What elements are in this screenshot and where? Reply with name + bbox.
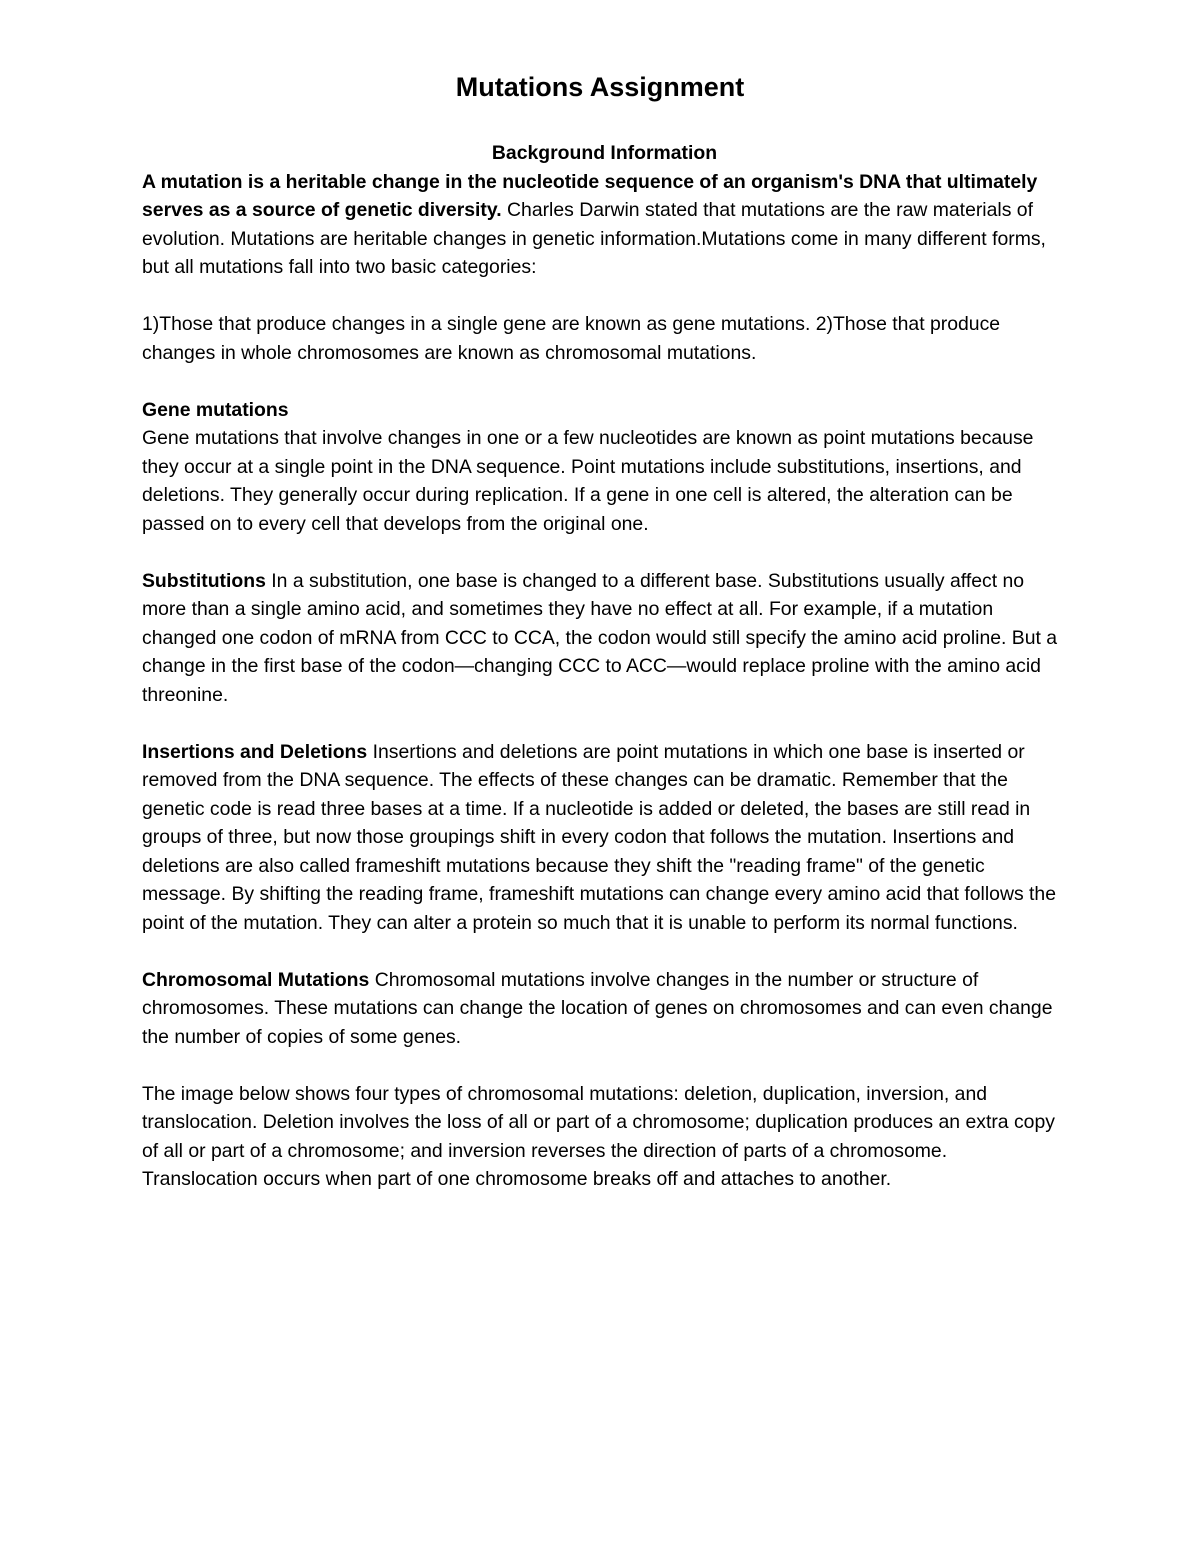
substitutions-text: In a substitution, one base is changed to a different base. Substitutions usually affect no more than a single amino acid, and sometimes they have no effect at all. For example, if a mutation changed one codon of mRNA from CCC to CCA, the codon would still specify the amino acid proline. But a change in the first base of the codon—changing CCC to ACC—would replace proline with the amino acid threonine. — [142, 569, 1058, 706]
chromosomal-mutations-paragraph — [142, 966, 1067, 1052]
categories-paragraph: 1)Those that produce changes in a single gene are known as gene mutations. 2)Those that produce changes in whole chromosomes are known as chromosomal mutations. — [142, 313, 1001, 364]
insertions-deletions-heading: Insertions and Deletions — [142, 740, 368, 763]
insertions-deletions-paragraph — [142, 738, 1067, 938]
background-heading: Background Information — [491, 142, 718, 164]
chromosomal-mutations-heading: Chromosomal Mutations — [142, 968, 370, 991]
document-title: Mutations Assignment — [455, 72, 745, 102]
background-intro-rest: Charles Darwin stated that mutations are the raw materials of evolution. Mutations are heritable changes in genetic information.Mutations come in many different forms, but all mutations fall into two basic categories: — [142, 199, 1046, 278]
background-intro-bold: A mutation is a heritable change in the nucleotide sequence of an organism's DNA that ultimately serves as a source of genetic diversity. — [142, 170, 1038, 221]
gene-mutations-paragraph: Gene mutations that involve changes in one or a few nucleotides are known as point mutations because they occur at a single point in the DNA sequence. Point mutations include substitutions, insertions, and deletions. They generally occur during replication. If a gene in one cell is altered, the alteration can be passed on to every cell that develops from the original one. — [142, 427, 1034, 535]
document-body — [142, 139, 1067, 1194]
substitutions-paragraph — [142, 567, 1067, 710]
image-description-paragraph: The image below shows four types of chromosomal mutations: deletion, duplication, inversion, and translocation. Deletion involves the loss of all or part of a chromosome; duplication produces an extra copy of all or part of a chromosome; and inversion reverses the direction of parts of a chromosome. Translocation occurs when part of one chromosome breaks off and attaches to another. — [142, 1082, 1055, 1190]
background-paragraph — [142, 168, 1067, 282]
substitutions-heading: Substitutions — [142, 569, 266, 592]
chromosomal-mutations-text: Chromosomal mutations involve changes in the number or structure of chromosomes. These mutations can change the location of genes on chromosomes and can even change the number of copies of some genes. — [142, 968, 1053, 1048]
insertions-deletions-text: Insertions and deletions are point mutations in which one base is inserted or removed from the DNA sequence. The effects of these changes can be dramatic. Remember that the genetic code is read three bases at a time. If a nucleotide is added or deleted, the bases are still read in groups of three, but now those groupings shift in every codon that follows the mutation. Insertions and deletions are also called frameshift mutations because they shift the "reading frame" of the genetic message. By shifting the reading frame, frameshift mutations can change every amino acid that follows the point of the mutation. They can alter a protein so much that it is unable to perform its normal functions. — [142, 740, 1056, 934]
gene-mutations-heading: Gene mutations — [142, 398, 289, 421]
